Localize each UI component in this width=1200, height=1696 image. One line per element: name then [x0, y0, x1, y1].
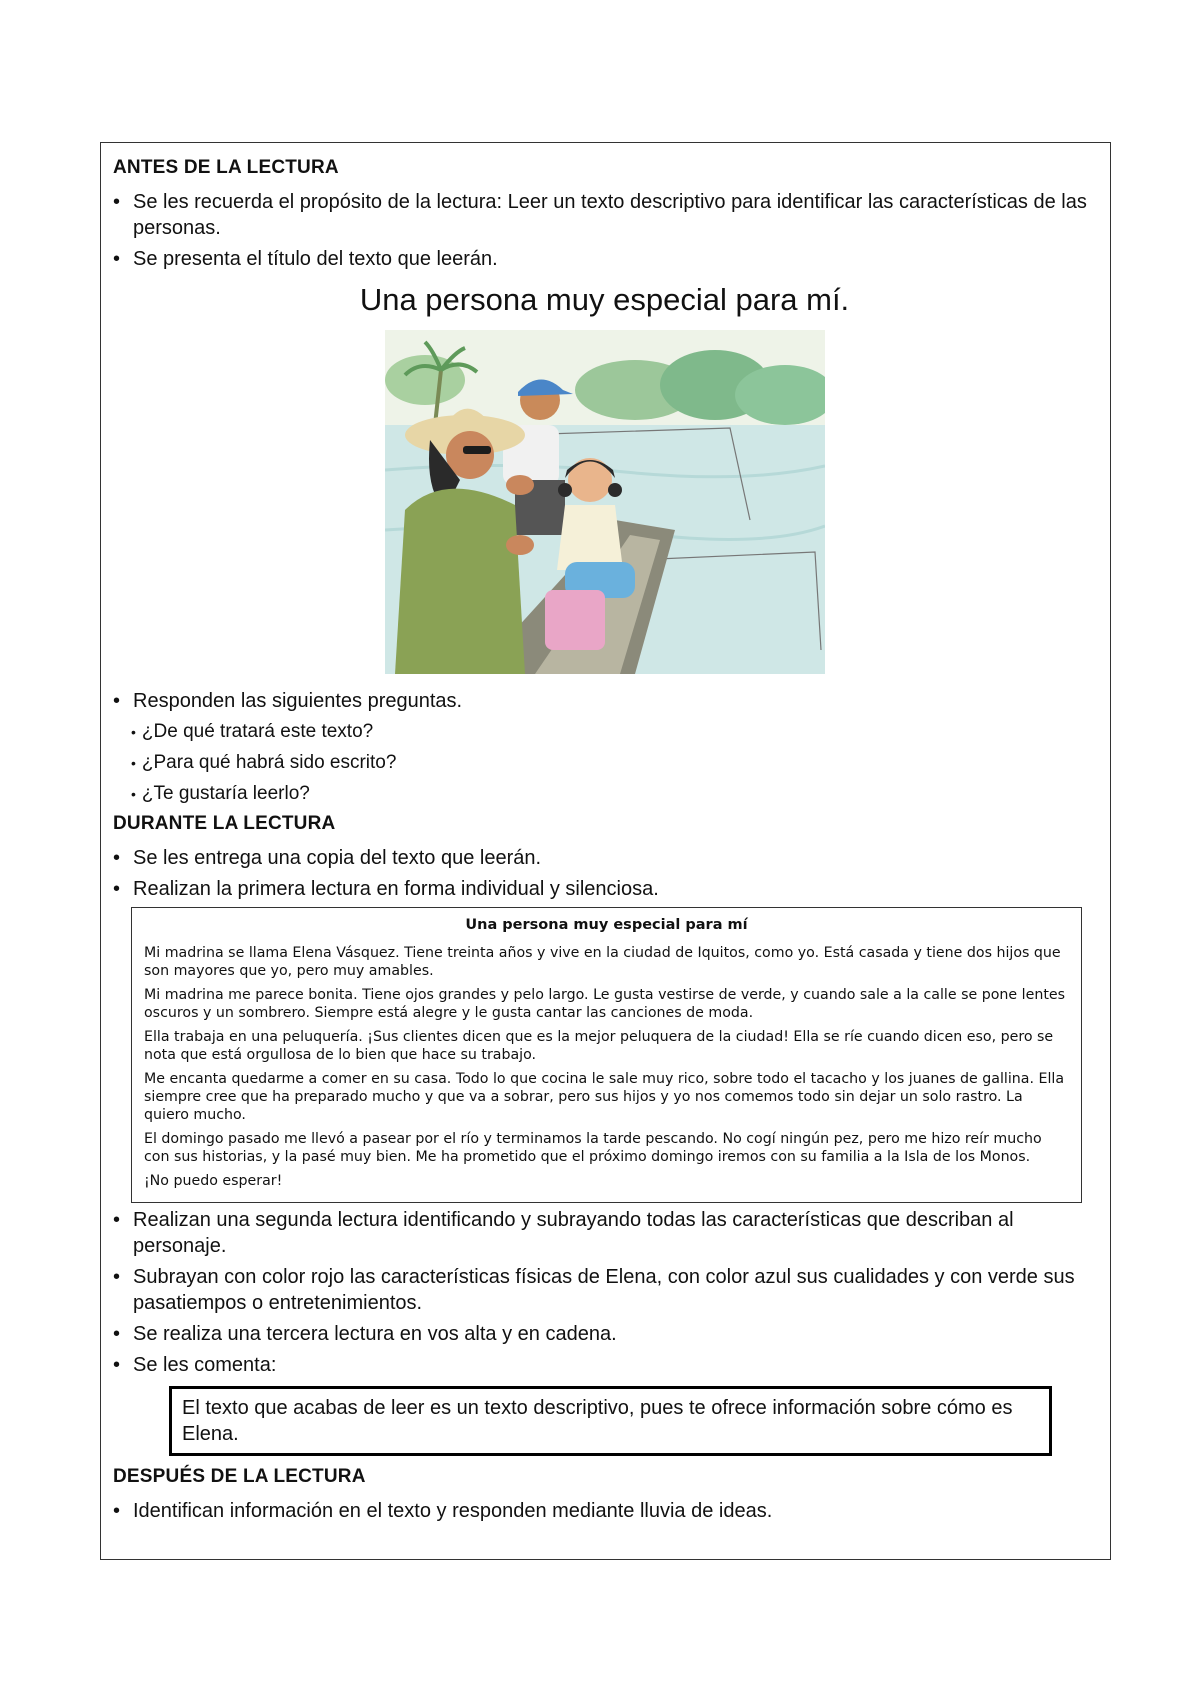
questions-bullet-list [113, 688, 1096, 714]
questions-list [131, 719, 1096, 807]
sub-bullet-icon: • [131, 755, 136, 771]
question-item [131, 781, 1096, 807]
bullet-item: • Se les comenta: [113, 1352, 1096, 1378]
question-text: ¿De qué tratará este texto? [141, 721, 374, 742]
comment-note-box: El texto que acabas de leer es un texto descriptivo, pues te ofrece información sobre cómo es Elena. [169, 1386, 1052, 1456]
section-heading-despues: DESPUÉS DE LA LECTURA [113, 1466, 366, 1487]
bullet-item: • Responden las siguientes preguntas. [113, 688, 1096, 714]
bullet-item: • Se les entrega una copia del texto que leerán. [113, 845, 1096, 871]
sub-bullet-icon: • [131, 724, 136, 740]
bullet-item: • Identifican información en el texto y responden mediante lluvia de ideas. [113, 1498, 1096, 1524]
bullet-item: • Realizan una segunda lectura identificando y subrayando todas las características que describan al personaje. [113, 1207, 1096, 1259]
antes-bullet-list [113, 189, 1096, 272]
question-item [131, 719, 1096, 745]
bullet-item: • Se les recuerda el propósito de la lectura: Leer un texto descriptivo para identificar las características de las personas. [113, 189, 1096, 241]
bullet-item: • Subrayan con color rojo las características físicas de Elena, con color azul sus cualidades y con verde sus pasatiempos o entretenimientos. [113, 1264, 1096, 1316]
reading-paragraph: Mi madrina me parece bonita. Tiene ojos grandes y pelo largo. Le gusta vestirse de verde, y cuando sale a la calle se pone lentes oscuros y un sombrero. Siempre está alegre y le gusta cantar las canciones de moda. [144, 987, 1066, 1021]
fishing-illustration [385, 330, 825, 674]
question-text: ¿Para qué habrá sido escrito? [141, 752, 397, 773]
bullet-item: • Se presenta el título del texto que leerán. [113, 246, 1096, 272]
reading-paragraph: ¡No puedo esperar! [144, 1173, 283, 1189]
reading-paragraph: Ella trabaja en una peluquería. ¡Sus clientes dicen que es la mejor peluquera de la ciudad! Ella se ríe cuando dicen eso, pero se nota que está orgullosa de lo bien que hace su trabajo. [144, 1029, 1054, 1063]
section-heading-antes: ANTES DE LA LECTURA [113, 157, 339, 178]
question-item [131, 750, 1096, 776]
question-text: ¿Te gustaría leerlo? [141, 783, 310, 804]
sub-bullet-icon: • [131, 786, 136, 802]
bullet-item: • Se realiza una tercera lectura en vos alta y en cadena. [113, 1321, 1096, 1347]
reading-box-title: Una persona muy especial para mí [465, 917, 748, 933]
section-heading-durante: DURANTE LA LECTURA [113, 813, 336, 834]
lesson-frame [100, 142, 1111, 1560]
reading-title-large: Una persona muy especial para mí. [359, 282, 850, 317]
durante-bullet-list-before [113, 845, 1096, 902]
reading-paragraph: Mi madrina se llama Elena Vásquez. Tiene treinta años y vive en la ciudad de Iquitos, como yo. Está casada y tiene dos hijos que son mayores que yo, pero muy amables. [144, 945, 1061, 979]
reading-paragraph: El domingo pasado me llevó a pasear por el río y terminamos la tarde pescando. No cogí ningún pez, pero me hizo reír mucho con sus historias, y la pasé muy bien. Me ha prometido que el próximo domingo iremos con su familia a la Isla de los Monos. [144, 1131, 1042, 1165]
reading-paragraph: Me encanta quedarme a comer en su casa. Todo lo que cocina le sale muy rico, sobre todo el tacacho y los juanes de gallina. Ella siempre cree que ha preparado mucho y que va a sobrar, pero sus hijos y yo nos comemos todo sin dejar un solo rastro. La quiero mucho. [144, 1071, 1065, 1123]
reading-text-box [131, 907, 1082, 1203]
despues-bullet-list [113, 1498, 1096, 1524]
bullet-item: • Realizan la primera lectura en forma individual y silenciosa. [113, 876, 1096, 902]
durante-bullet-list-after [113, 1207, 1096, 1378]
